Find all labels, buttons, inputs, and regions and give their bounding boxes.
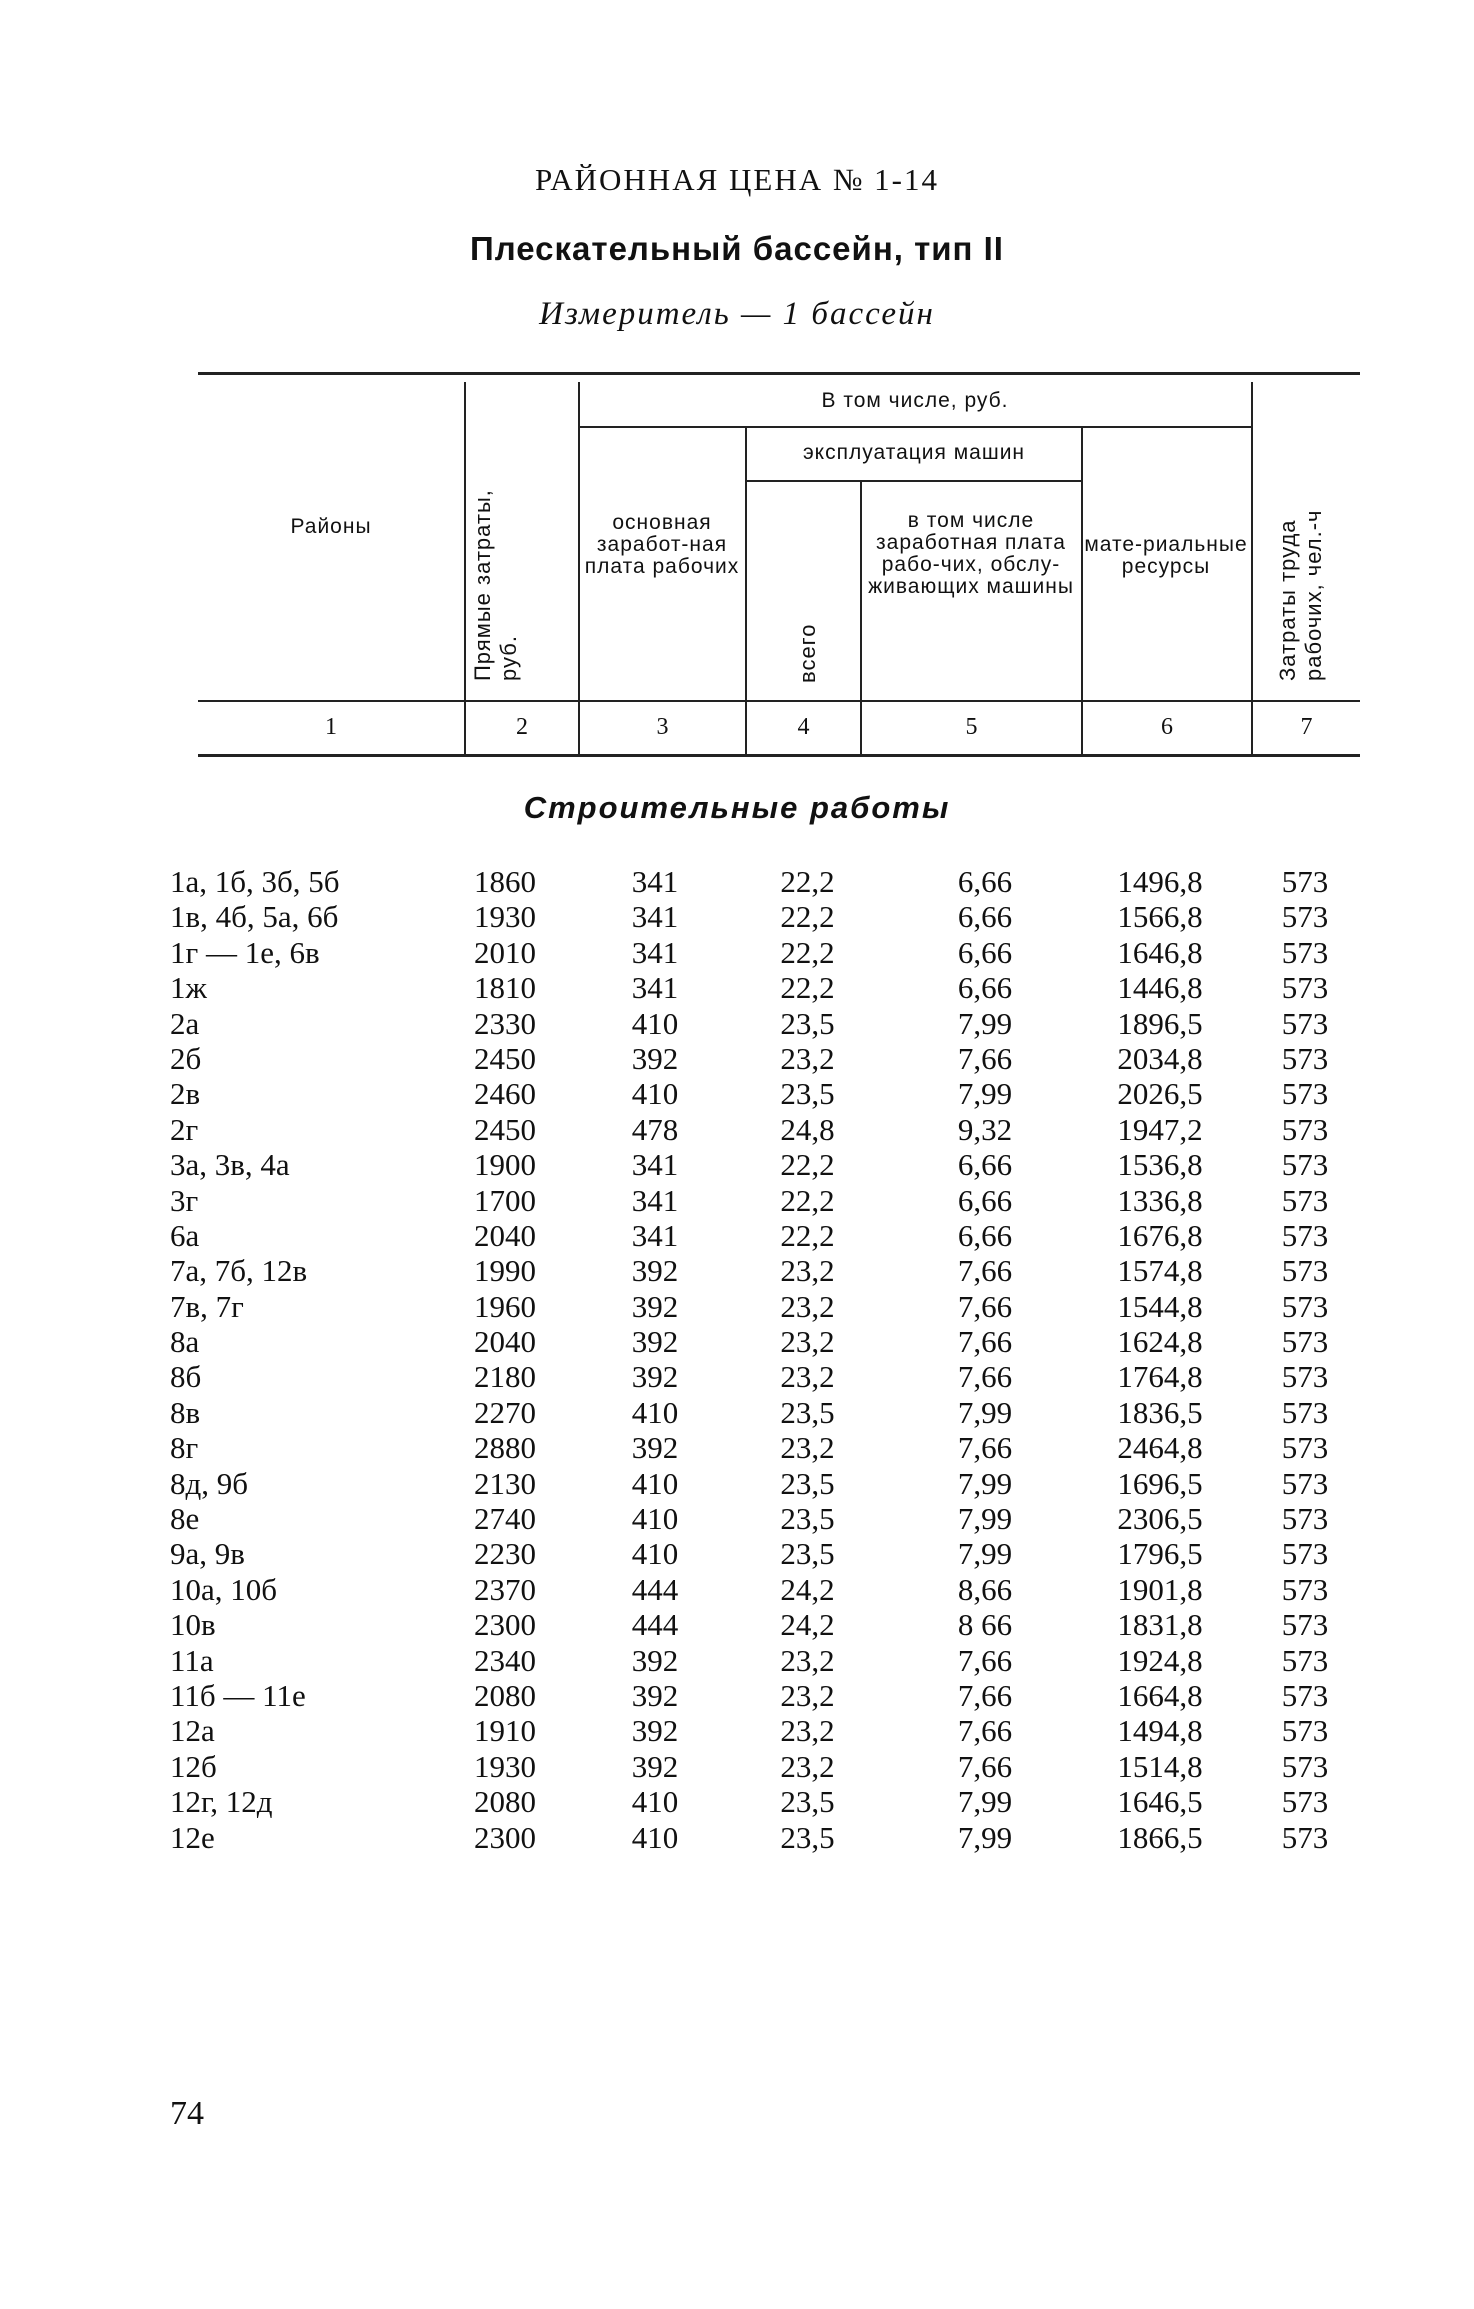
cell-machine-wage: 6,66	[957, 899, 1013, 935]
cell-machine-total: 22,2	[780, 934, 835, 970]
header-top-rule	[198, 372, 1360, 375]
table-row	[0, 1359, 1474, 1394]
cell-direct-costs: 2300	[474, 1607, 536, 1643]
cell-district: 8б	[170, 1359, 202, 1395]
cell-materials: 1896,5	[1117, 1005, 1203, 1041]
cell-machine-wage: 7,99	[957, 1784, 1013, 1820]
cell-labor: 573	[1281, 1784, 1329, 1820]
cell-machine-wage: 8,66	[957, 1571, 1013, 1607]
cell-base-wage: 392	[631, 1324, 679, 1360]
header-bottom-rule	[198, 754, 1360, 757]
cell-machine-wage: 7,99	[957, 1536, 1013, 1572]
header-base-wage: основная заработ-ная плата рабочих	[584, 511, 740, 578]
cell-labor: 573	[1281, 899, 1329, 935]
header-districts: Районы	[290, 515, 372, 538]
cell-direct-costs: 2080	[474, 1677, 536, 1713]
cell-district: 8а	[170, 1324, 200, 1360]
header-machine-wage: в том числе заработная плата рабо-чих, обслу-живающих машины	[868, 509, 1074, 598]
cell-direct-costs: 1900	[474, 1147, 536, 1183]
cell-machine-total: 22,2	[780, 1217, 835, 1253]
cell-labor: 573	[1281, 1217, 1329, 1253]
cell-materials: 2464,8	[1117, 1430, 1203, 1466]
table-body	[0, 864, 1474, 1855]
cell-labor: 573	[1281, 1288, 1329, 1324]
price-number-title: РАЙОННАЯ ЦЕНА № 1-14	[534, 162, 940, 197]
cell-machine-wage: 7,66	[957, 1040, 1013, 1076]
table-row	[0, 899, 1474, 934]
cell-machine-wage: 7,66	[957, 1359, 1013, 1395]
column-number: 6	[1161, 714, 1173, 740]
cell-materials: 1494,8	[1117, 1713, 1203, 1749]
cell-direct-costs: 1910	[474, 1713, 536, 1749]
column-number: 4	[797, 714, 810, 740]
cell-machine-total: 23,5	[780, 1076, 835, 1112]
cell-labor: 573	[1281, 1359, 1329, 1395]
header-divider	[580, 426, 1252, 428]
cell-machine-total: 23,2	[780, 1713, 835, 1749]
cell-materials: 1536,8	[1117, 1147, 1203, 1183]
cell-district: 2б	[170, 1040, 202, 1076]
column-number: 5	[965, 714, 978, 740]
cell-district: 8в	[170, 1394, 201, 1430]
cell-base-wage: 392	[631, 1430, 679, 1466]
cell-district: 6а	[170, 1217, 200, 1253]
cell-labor: 573	[1281, 1182, 1329, 1218]
table-row	[0, 1041, 1474, 1076]
table-row	[0, 1678, 1474, 1713]
cell-machine-wage: 6,66	[957, 970, 1013, 1006]
cell-labor: 573	[1281, 1076, 1329, 1112]
table-row	[0, 1112, 1474, 1147]
cell-materials: 1574,8	[1117, 1253, 1203, 1289]
cell-materials: 1646,8	[1117, 934, 1203, 970]
cell-base-wage: 392	[631, 1359, 679, 1395]
cell-machine-total: 23,5	[780, 1005, 835, 1041]
table-row	[0, 1713, 1474, 1748]
cell-machine-wage: 8 66	[957, 1607, 1013, 1643]
cell-base-wage: 410	[631, 1501, 679, 1537]
table-row	[0, 1430, 1474, 1465]
cell-district: 9а, 9в	[170, 1536, 245, 1572]
column-number: 3	[656, 714, 669, 740]
cell-direct-costs: 1930	[474, 899, 536, 935]
cell-direct-costs: 2450	[474, 1111, 536, 1147]
cell-labor: 573	[1281, 1819, 1329, 1855]
cell-labor: 573	[1281, 1501, 1329, 1537]
cell-district: 11б — 11е	[170, 1677, 306, 1713]
cell-direct-costs: 2180	[474, 1359, 536, 1395]
header-machine-total: всего	[795, 623, 820, 683]
cell-machine-wage: 7,99	[957, 1394, 1013, 1430]
cell-district: 7а, 7б, 12в	[170, 1253, 308, 1289]
cell-district: 10в	[170, 1607, 216, 1643]
cell-labor: 573	[1281, 970, 1329, 1006]
cell-base-wage: 392	[631, 1642, 679, 1678]
cell-machine-total: 23,2	[780, 1288, 835, 1324]
header-divider	[1081, 428, 1083, 754]
cell-base-wage: 341	[631, 970, 679, 1006]
cell-materials: 1796,5	[1117, 1536, 1203, 1572]
cell-machine-total: 23,2	[780, 1430, 835, 1466]
cell-labor: 573	[1281, 1040, 1329, 1076]
cell-labor: 573	[1281, 1430, 1329, 1466]
cell-labor: 573	[1281, 1111, 1329, 1147]
cell-materials: 1836,5	[1117, 1394, 1203, 1430]
cell-district: 1в, 4б, 5а, 6б	[170, 899, 339, 935]
cell-direct-costs: 1810	[474, 970, 536, 1006]
table-row	[0, 1183, 1474, 1218]
cell-base-wage: 392	[631, 1677, 679, 1713]
cell-district: 1ж	[170, 970, 207, 1006]
cell-machine-total: 22,2	[780, 899, 835, 935]
cell-machine-total: 22,2	[780, 864, 835, 899]
cell-labor: 573	[1281, 1394, 1329, 1430]
cell-machine-total: 23,2	[780, 1677, 835, 1713]
header-divider	[747, 480, 1081, 482]
table-row	[0, 1784, 1474, 1819]
cell-labor: 573	[1281, 1147, 1329, 1183]
cell-materials: 1496,8	[1117, 864, 1203, 899]
cell-materials: 1624,8	[1117, 1324, 1203, 1360]
cell-machine-total: 23,2	[780, 1642, 835, 1678]
cell-materials: 1336,8	[1117, 1182, 1203, 1218]
page-number: 74	[170, 2095, 204, 2132]
cell-machine-wage: 6,66	[957, 934, 1013, 970]
cell-machine-wage: 6,66	[957, 1217, 1013, 1253]
cell-machine-total: 23,5	[780, 1465, 835, 1501]
cell-machine-wage: 6,66	[957, 864, 1013, 899]
header-labor: Затраты труда рабочих, чел.-ч	[1275, 509, 1326, 681]
section-title: Строительные работы	[523, 790, 951, 825]
cell-base-wage: 410	[631, 1465, 679, 1501]
cell-labor: 573	[1281, 1607, 1329, 1643]
cell-machine-total: 24,8	[780, 1111, 835, 1147]
cell-machine-wage: 6,66	[957, 1182, 1013, 1218]
cell-labor: 573	[1281, 1642, 1329, 1678]
cell-materials: 1831,8	[1117, 1607, 1203, 1643]
cell-machine-wage: 7,66	[957, 1324, 1013, 1360]
cell-machine-total: 23,2	[780, 1324, 835, 1360]
cell-machine-wage: 9,32	[957, 1111, 1013, 1147]
cell-base-wage: 410	[631, 1076, 679, 1112]
cell-labor: 573	[1281, 1005, 1329, 1041]
table-row	[0, 1501, 1474, 1536]
cell-base-wage: 410	[631, 1005, 679, 1041]
cell-direct-costs: 2040	[474, 1217, 536, 1253]
cell-machine-wage: 7,99	[957, 1076, 1013, 1112]
cell-district: 3а, 3в, 4а	[170, 1147, 290, 1183]
cell-machine-wage: 7,66	[957, 1288, 1013, 1324]
table-row	[0, 1395, 1474, 1430]
cell-materials: 1544,8	[1117, 1288, 1203, 1324]
cell-materials: 1947,2	[1117, 1111, 1203, 1147]
cell-labor: 573	[1281, 1571, 1329, 1607]
cell-materials: 1646,5	[1117, 1784, 1203, 1820]
cell-direct-costs: 2460	[474, 1076, 536, 1112]
cell-labor: 573	[1281, 1748, 1329, 1784]
cell-machine-wage: 7,66	[957, 1642, 1013, 1678]
cell-direct-costs: 1990	[474, 1253, 536, 1289]
table-row	[0, 1607, 1474, 1642]
cell-materials: 1514,8	[1117, 1748, 1203, 1784]
cell-machine-total: 24,2	[780, 1607, 835, 1643]
header-number-rule	[198, 700, 1360, 702]
cell-district: 2г	[170, 1111, 199, 1147]
cell-direct-costs: 2740	[474, 1501, 536, 1537]
cell-direct-costs: 2450	[474, 1040, 536, 1076]
cell-machine-total: 24,2	[780, 1571, 835, 1607]
table-row	[0, 1253, 1474, 1288]
column-number: 2	[516, 714, 528, 740]
cell-labor: 573	[1281, 1465, 1329, 1501]
cell-direct-costs: 2370	[474, 1571, 536, 1607]
cell-district: 11а	[170, 1642, 214, 1678]
cell-direct-costs: 2230	[474, 1536, 536, 1572]
cell-direct-costs: 2330	[474, 1005, 536, 1041]
header-divider	[464, 382, 466, 754]
cell-direct-costs: 2300	[474, 1819, 536, 1855]
cell-district: 7в, 7г	[170, 1288, 244, 1324]
cell-machine-total: 22,2	[780, 1147, 835, 1183]
cell-machine-total: 23,2	[780, 1040, 835, 1076]
cell-labor: 573	[1281, 1677, 1329, 1713]
cell-district: 2а	[170, 1005, 200, 1041]
cell-district: 1а, 1б, 3б, 5б	[170, 864, 340, 899]
cell-materials: 1566,8	[1117, 899, 1203, 935]
cell-materials: 1866,5	[1117, 1819, 1203, 1855]
cell-direct-costs: 1860	[474, 864, 536, 899]
table-row	[0, 935, 1474, 970]
table-row	[0, 1006, 1474, 1041]
cell-materials: 1924,8	[1117, 1642, 1203, 1678]
cell-district: 12а	[170, 1713, 215, 1749]
cell-district: 3г	[170, 1182, 199, 1218]
cell-base-wage: 478	[631, 1111, 679, 1147]
header-including: В том числе, руб.	[821, 389, 1009, 412]
cell-machine-total: 23,5	[780, 1784, 835, 1820]
cell-materials: 1676,8	[1117, 1217, 1203, 1253]
cell-district: 12е	[170, 1819, 215, 1855]
cell-direct-costs: 2080	[474, 1784, 536, 1820]
cell-materials: 1901,8	[1117, 1571, 1203, 1607]
cell-base-wage: 410	[631, 1394, 679, 1430]
cell-direct-costs: 2010	[474, 934, 536, 970]
cell-base-wage: 341	[631, 864, 679, 899]
cell-labor: 573	[1281, 864, 1329, 899]
cell-direct-costs: 1930	[474, 1748, 536, 1784]
table-row	[0, 1536, 1474, 1571]
cell-materials: 2034,8	[1117, 1040, 1203, 1076]
cell-machine-wage: 7,66	[957, 1713, 1013, 1749]
cell-machine-wage: 7,66	[957, 1748, 1013, 1784]
cell-materials: 1664,8	[1117, 1677, 1203, 1713]
cell-machine-wage: 7,99	[957, 1501, 1013, 1537]
cell-base-wage: 341	[631, 1182, 679, 1218]
cell-machine-wage: 7,66	[957, 1253, 1013, 1289]
cell-district: 2в	[170, 1076, 201, 1112]
cell-district: 8е	[170, 1501, 200, 1537]
cell-materials: 2026,5	[1117, 1076, 1203, 1112]
cell-machine-wage: 7,99	[957, 1005, 1013, 1041]
object-title: Плескательный бассейн, тип II	[470, 230, 1004, 267]
cell-labor: 573	[1281, 934, 1329, 970]
cell-district: 12б	[170, 1748, 217, 1784]
cell-materials: 1696,5	[1117, 1465, 1203, 1501]
cell-machine-total: 22,2	[780, 970, 835, 1006]
header-divider	[745, 428, 747, 754]
cell-base-wage: 410	[631, 1819, 679, 1855]
cell-direct-costs: 1960	[474, 1288, 536, 1324]
table-row	[0, 864, 1474, 899]
column-number: 1	[325, 714, 337, 740]
cell-labor: 573	[1281, 1324, 1329, 1360]
cell-machine-total: 23,5	[780, 1501, 835, 1537]
unit-subtitle: Измеритель — 1 бассейн	[539, 296, 935, 332]
column-number: 7	[1300, 714, 1313, 740]
cell-district: 1г — 1е, 6в	[170, 934, 320, 970]
cell-direct-costs: 2340	[474, 1642, 536, 1678]
cell-machine-total: 23,2	[780, 1359, 835, 1395]
cell-district: 12г, 12д	[170, 1784, 273, 1820]
cell-direct-costs: 1700	[474, 1182, 536, 1218]
cell-labor: 573	[1281, 1713, 1329, 1749]
cell-labor: 573	[1281, 1536, 1329, 1572]
header-machine-operation: эксплуатация машин	[802, 441, 1026, 464]
table-row	[0, 1466, 1474, 1501]
table-row	[0, 1076, 1474, 1111]
cell-base-wage: 392	[631, 1713, 679, 1749]
cell-machine-wage: 7,66	[957, 1430, 1013, 1466]
cell-district: 8д, 9б	[170, 1465, 249, 1501]
cell-base-wage: 392	[631, 1288, 679, 1324]
cell-direct-costs: 2880	[474, 1430, 536, 1466]
header-divider	[1251, 382, 1253, 754]
header-materials: мате-риальные ресурсы	[1084, 533, 1248, 578]
cell-base-wage: 444	[631, 1607, 679, 1643]
cell-direct-costs: 2040	[474, 1324, 536, 1360]
cell-base-wage: 392	[631, 1040, 679, 1076]
cell-district: 8г	[170, 1430, 199, 1466]
table-row	[0, 1572, 1474, 1607]
cell-base-wage: 341	[631, 934, 679, 970]
table-row	[0, 1289, 1474, 1324]
cell-base-wage: 392	[631, 1748, 679, 1784]
cell-machine-total: 23,2	[780, 1748, 835, 1784]
cell-machine-wage: 7,99	[957, 1819, 1013, 1855]
table-row	[0, 970, 1474, 1005]
table-row	[0, 1147, 1474, 1182]
cell-base-wage: 392	[631, 1253, 679, 1289]
cell-machine-total: 23,5	[780, 1536, 835, 1572]
cell-direct-costs: 2130	[474, 1465, 536, 1501]
table-row	[0, 1324, 1474, 1359]
table-row	[0, 1820, 1474, 1855]
cell-district: 10а, 10б	[170, 1571, 278, 1607]
cell-direct-costs: 2270	[474, 1394, 536, 1430]
cell-machine-total: 22,2	[780, 1182, 835, 1218]
cell-machine-total: 23,5	[780, 1394, 835, 1430]
cell-base-wage: 341	[631, 1217, 679, 1253]
table-row	[0, 1749, 1474, 1784]
cell-machine-total: 23,5	[780, 1819, 835, 1855]
cell-machine-wage: 7,99	[957, 1465, 1013, 1501]
cell-base-wage: 410	[631, 1784, 679, 1820]
header-divider	[578, 382, 580, 754]
cell-base-wage: 341	[631, 1147, 679, 1183]
cell-base-wage: 341	[631, 899, 679, 935]
cell-labor: 573	[1281, 1253, 1329, 1289]
cell-machine-wage: 7,66	[957, 1677, 1013, 1713]
cell-machine-total: 23,2	[780, 1253, 835, 1289]
cell-machine-wage: 6,66	[957, 1147, 1013, 1183]
table-row	[0, 1643, 1474, 1678]
cell-materials: 1764,8	[1117, 1359, 1203, 1395]
cell-base-wage: 410	[631, 1536, 679, 1572]
cell-materials: 1446,8	[1117, 970, 1203, 1006]
cell-materials: 2306,5	[1117, 1501, 1203, 1537]
cell-base-wage: 444	[631, 1571, 679, 1607]
header-direct-costs: Прямые затраты, руб.	[470, 489, 521, 681]
table-row	[0, 1218, 1474, 1253]
